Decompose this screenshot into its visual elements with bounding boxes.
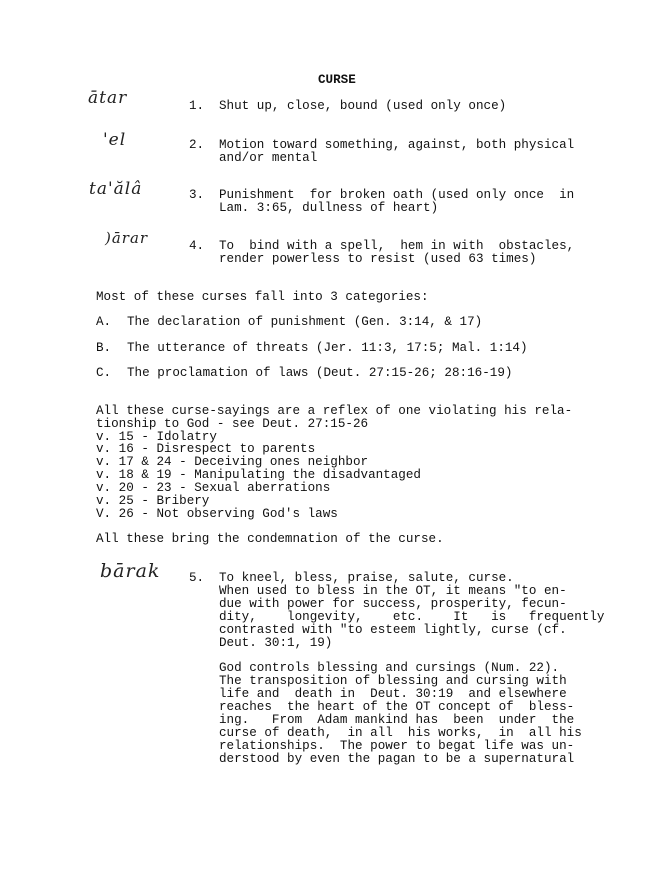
sayings-line-2: tionship to God - see Deut. 27:15-26 (96, 417, 369, 431)
category-letter-a: A. (96, 315, 112, 329)
sayings-verse-26: V. 26 - Not observing God's laws (96, 507, 338, 521)
def-number-2: 2. (189, 138, 205, 152)
def5-para1-line-5: contrasted with "to esteem lightly, curse (cf. (219, 623, 567, 637)
def5-para2-line-5: ing. From Adam mankind has been under the (219, 713, 575, 727)
condemnation-line: All these bring the condemnation of the curse. (96, 532, 444, 546)
handwritten-word-4: )ārar (105, 229, 149, 247)
sayings-verse-17-24: v. 17 & 24 - Deceiving ones neighbor (96, 455, 369, 469)
def5-para1-line-2: When used to bless in the OT, it means "to en- (219, 584, 567, 598)
def5-para1-line-4: dity, longevity, etc. It is frequently (219, 610, 605, 624)
sayings-verse-15: v. 15 - Idolatry (96, 430, 217, 444)
sayings-verse-20-23: v. 20 - 23 - Sexual aberrations (96, 481, 331, 495)
def-number-3: 3. (189, 188, 205, 202)
def5-para2-line-1: God controls blessing and cursings (Num. 22). (219, 661, 560, 675)
page-title: CURSE (318, 73, 356, 87)
def5-para2-line-8: derstood by even the pagan to be a supernatural (219, 752, 575, 766)
category-text-c: The proclamation of laws (Deut. 27:15-26; 28:16-19) (127, 366, 513, 380)
handwritten-word-2: 'el (103, 130, 127, 150)
def-text-4-line-1: To bind with a spell, hem in with obstacles, (219, 239, 575, 253)
sayings-verse-18-19: v. 18 & 19 - Manipulating the disadvantaged (96, 468, 421, 482)
def-text-4-line-2: render powerless to resist (used 63 times) (219, 252, 537, 266)
sayings-verse-16: v. 16 - Disrespect to parents (96, 442, 316, 456)
category-letter-c: C. (96, 366, 112, 380)
def-text-2-line-1: Motion toward something, against, both physical (219, 138, 575, 152)
categories-intro: Most of these curses fall into 3 categories: (96, 290, 429, 304)
def5-para2-line-3: life and death in Deut. 30:19 and elsewhere (219, 687, 567, 701)
def-number-1: 1. (189, 99, 205, 113)
category-letter-b: B. (96, 341, 112, 355)
def-text-3-line-1: Punishment for broken oath (used only once in (219, 188, 575, 202)
def-number-5: 5. (189, 571, 205, 585)
def5-para1-line-3: due with power for success, prosperity, fecun- (219, 597, 567, 611)
handwritten-word-1: ātar (88, 88, 128, 108)
def-number-4: 4. (189, 239, 205, 253)
def5-para2-line-6: curse of death, in all his works, in all his (219, 726, 582, 740)
handwritten-word-5: bārak (100, 560, 161, 582)
def5-para1-line-1: To kneel, bless, praise, salute, curse. (219, 571, 514, 585)
handwritten-word-3: ta'ălâ (89, 179, 143, 199)
def5-para2-line-4: reaches the heart of the OT concept of bless- (219, 700, 575, 714)
def5-para2-line-2: The transposition of blessing and cursing with (219, 674, 567, 688)
def5-para1-line-6: Deut. 30:1, 19) (219, 636, 333, 650)
def5-para2-line-7: relationships. The power to begat life was un- (219, 739, 575, 753)
category-text-a: The declaration of punishment (Gen. 3:14, & 17) (127, 315, 483, 329)
def-text-1-line-1: Shut up, close, bound (used only once) (219, 99, 507, 113)
sayings-verse-25: v. 25 - Bribery (96, 494, 210, 508)
def-text-2-line-2: and/or mental (219, 151, 318, 165)
sayings-line-1: All these curse-sayings are a reflex of one violating his rela- (96, 404, 573, 418)
category-text-b: The utterance of threats (Jer. 11:3, 17:5; Mal. 1:14) (127, 341, 528, 355)
def-text-3-line-2: Lam. 3:65, dullness of heart) (219, 201, 439, 215)
